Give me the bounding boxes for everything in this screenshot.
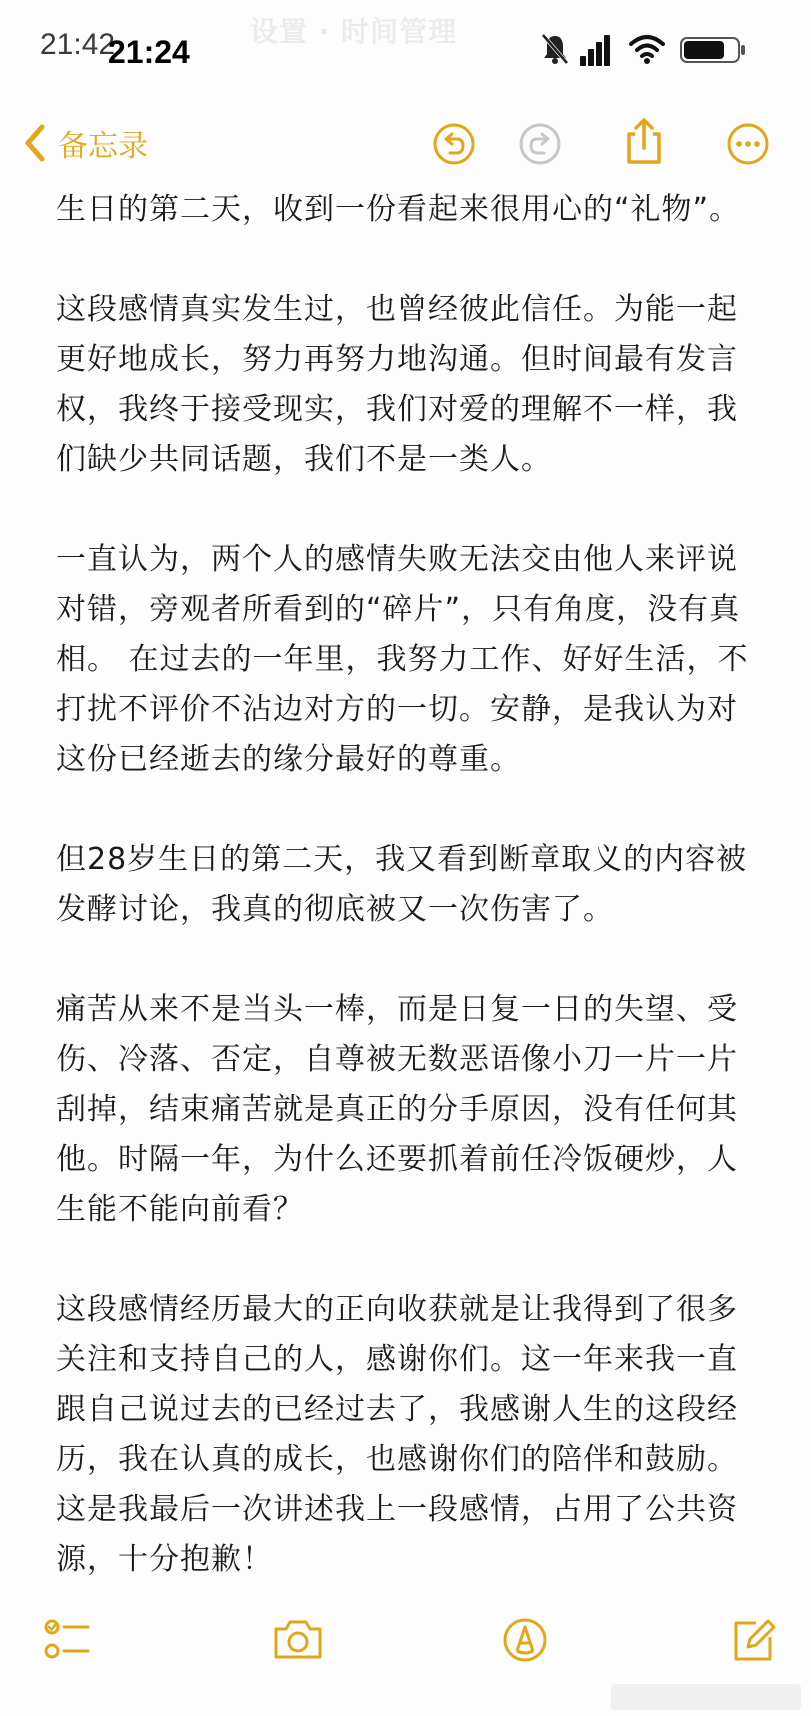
signal-icon: [578, 34, 612, 66]
watermark: [611, 1684, 801, 1710]
chevron-left-icon: [22, 123, 48, 163]
note-paragraph: 这段感情经历最大的正向收获就是让我得到了很多关注和支持自己的人，感谢你们。这一年来我一直跟自己说过去的已经过去了，我感谢人生的这段经历，我在认真的成长，也感谢你们的陪伴和鼓励。这是我最后一次讲述我上一段感情，占用了公共资源，十分抱歉！: [56, 1292, 738, 1577]
note-body[interactable]: [56, 185, 756, 1635]
battery-icon: [680, 36, 746, 64]
markup-pen-icon[interactable]: [500, 1615, 550, 1665]
bottom-toolbar: [0, 1615, 811, 1675]
status-time-ghost: 21:42: [40, 28, 116, 61]
ghost-banner: 设置 · 时间管理: [250, 15, 458, 48]
compose-icon[interactable]: [728, 1615, 778, 1665]
wifi-icon: [628, 34, 666, 64]
note-paragraph: 痛苦从来不是当头一棒，而是日复一日的失望、受伤、冷落、否定，自尊被无数恶语像小刀一片一片刮掉，结束痛苦就是真正的分手原因，没有任何其他。时隔一年，为什么还要抓着前任冷饭硬炒，人生能不能向前看？: [56, 992, 738, 1227]
back-label: 备忘录: [58, 129, 148, 164]
note-paragraph: 但28岁生日的第二天，我又看到断章取义的内容被发酵讨论，我真的彻底被又一次伤害了。: [56, 842, 748, 927]
checklist-icon[interactable]: [42, 1615, 92, 1665]
note-paragraph: 一直认为，两个人的感情失败无法交由他人来评说对错，旁观者所看到的“碎片”，只有角度，没有真相。 在过去的一年里，我努力工作、好好生活，不打扰不评价不沾边对方的一切。安静，是我认为对这份已经逝去的缘分最好的尊重。: [56, 542, 749, 777]
note-paragraph: 这段感情真实发生过，也曾经彼此信任。为能一起更好地成长，努力再努力地沟通。但时间最有发言权，我终于接受现实，我们对爱的理解不一样，我们缺少共同话题，我们不是一类人。: [56, 292, 738, 477]
mute-icon: [540, 32, 570, 66]
camera-icon[interactable]: [272, 1615, 324, 1665]
undo-icon[interactable]: [432, 122, 476, 166]
back-button[interactable]: [22, 118, 148, 168]
more-icon[interactable]: [726, 122, 770, 166]
redo-icon[interactable]: [518, 122, 562, 166]
status-bar: [0, 0, 811, 100]
status-time: 21:24: [108, 34, 190, 70]
note-paragraph: 生日的第二天，收到一份看起来很用心的“礼物”。: [56, 192, 741, 227]
share-icon[interactable]: [622, 116, 666, 166]
